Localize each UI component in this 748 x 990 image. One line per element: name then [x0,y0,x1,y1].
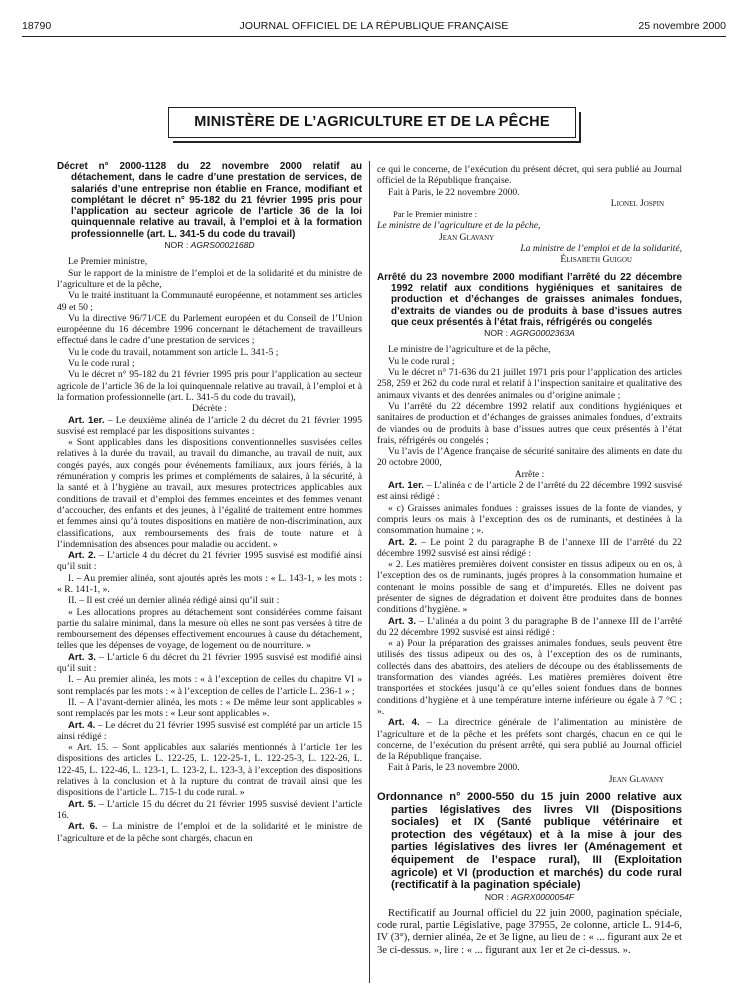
signing-place-date: Fait à Paris, le 22 novembre 2000. [388,186,520,198]
arrete-article-3-quote: « a) Pour la préparation des graisses animales fondues, seuls peuvent être utilisés des tissus adipeux ou des os, à l’exception des os de ruminants, collectés dans des abattoirs, des ateliers de découpe ou des établissements de transformation des viandes agréés. Les matières premières doivent être transportées et stockées jusqu’à ce qu’elles soient fondues dans de bonnes conditions d’hygiène et à une température interne inférieure ou égale à 7 °C ; ». [377,638,682,717]
article-2-point-ii: II. – Il est créé un dernier alinéa rédigé ainsi qu’il suit : [68,595,280,607]
article-4-quote: « Art. 15. – Sont applicables aux salariés mentionnés à l’article 1er les dispositions des articles L. 122-25, L. 122-25-1, L. 122-25-3, L. 122-26, L. 122-45, L. 122-46, L. 123-1, L. 123-2, L. 123-3, à l’exception des dispositions relatives à la conclusion et à la rupture du contrat de travail ainsi que les dispositions de l’article L. 715-1 du code rural. » [57,742,362,799]
left-column [57,161,362,981]
ordonnance-nor: NOR : AGRX0000054F [484,891,575,902]
article-6: Art. 6. – La ministre de l’emploi et de la solidarité et le ministre de l’agriculture et de la pêche sont chargés, chacun en [57,821,362,844]
column-divider [369,161,370,983]
article-3-point-ii: II. – A l’avant-dernier alinéa, les mots : « De même leur sont applicables » sont remplacés par les mots : « Leur sont applicables ». [57,696,362,720]
article-3: Art. 3. – L’article 6 du décret du 21 février 1995 susvisé est modifié ainsi qu’il suit : [57,651,362,675]
article-2: Art. 2. – L’article 4 du décret du 21 février 1995 susvisé est modifié ainsi qu’il suit : [57,550,362,573]
ordonnance-rectificatif: Rectificatif au Journal officiel du 22 juin 2000, pagination spéciale, code rural, partie Législative, page 37955, 2e colonne, article L. 914-6, IV (3°), dernier alinéa, 2e et 3e ligne, au lieu de : « ... figurant aux 2e et 3e ci-dessus. », lire : « ... figurant aux 1er et 2e ci-dessus. ». [377,908,682,956]
decree-paragraph: Vu le décret n° 95-182 du 21 février 1995 pris pour l’application au secteur agricole de l’article 36 de la loi quinquennale relative au travail, à l’emploi et à la formation professionnelle (art. L. 341-5 du code du travail), [57,369,362,403]
ministry-title: MINISTÈRE DE L’AGRICULTURE ET DE LA PÊCHE [194,114,550,130]
arrete-article-1-quote: « c) Graisses animales fondues : graisses issues de la fonte de viandes, y compris leurs os mais à l’exception des os de ruminants, et destinées à la consommation humaine ; ». [377,502,682,537]
issue-date: 25 novembre 2000 [638,20,726,32]
arrete-heading: Arrête : [514,468,545,480]
arrete-paragraph: Vu le décret n° 71-636 du 21 juillet 1971 pris pour l’application des articles 258, 259 et 262 du code rural et relatif à l’inspection sanitaire et qualitative des animaux vivants et des denrées animales ou d’origine animale ; [377,367,682,401]
signatory-role: Le ministre de l’agriculture et de la pêche, [377,220,541,232]
signatory-name: Lionel Jospin [610,197,664,209]
arrete-article-2-quote: « 2. Les matières premières doivent consister en tissus adipeux ou en os, à l’exception des os de ruminants, jugés propres à la consommation humaine et contenant le moins possible de sang et d’impuretés. Elles ne doivent pas présenter de signes de dégradation et doivent être produites dans de bonnes conditions d’hygiène. » [377,559,682,616]
arrete-paragraph: Vu le code rural ; [388,355,455,367]
signatory-name: Jean Glavany [608,773,664,785]
arrete-article-3: Art. 3. – L’alinéa a du point 3 du paragraphe B de l’annexe III de l’arrêté du 22 décembre 1992 susvisé est ainsi rédigé : [377,615,682,638]
article-1: Art. 1er. – Le deuxième alinéa de l’article 2 du décret du 21 février 1995 susvisé est remplacé par les dispositions suivantes : [57,414,362,437]
decree-title: Décret n° 2000-1128 du 22 novembre 2000 relatif au détachement, dans le cadre d’une prestation de services, de salariés d’une entreprise non établie en France, modifiant et complétant le décret n° 95-182 du 21 février 1995 pris pour l’application au secteur agricole de l’article 36 de la loi quinquennale relative au travail, à l’emploi et à la formation professionnelle (art. L. 341-5 du code du travail) [57,161,362,240]
decree-continuation: ce qui le concerne, de l’exécution du présent décret, qui sera publié au Journal officiel de la République française. [377,164,682,187]
article-5: Art. 5. – L’article 15 du décret du 21 février 1995 susvisé devient l’article 16. [57,798,362,821]
arrete-paragraph: Le ministre de l’agriculture et de la pêche, [388,344,551,356]
arrete-article-2: Art. 2. – Le point 2 du paragraphe B de l’annexe III de l’arrêté du 22 décembre 1992 susvisé est ainsi rédigé : [377,536,682,559]
article-4: Art. 4. – Le décret du 21 février 1995 susvisé est complété par un article 15 ainsi rédigé : [57,719,362,742]
article-3-point-i: I. – Au premier alinéa, les mots : « à l’exception de celles du chapitre VI » sont remplacés par les mots : « à l’exception de celles de l’article L. 236-1 » ; [57,674,362,697]
signatory-name: Jean Glavany [439,231,495,243]
right-column [377,164,682,984]
arrete-article-4: Art. 4. – La directrice générale de l’alimentation au ministère de l’agriculture et de la pêche et les préfets sont chargés, chacun en ce qui le concerne, de l’exécution du présent arrêté, qui sera publié au Journal officiel de la République française. [377,717,682,763]
page-number: 18790 [22,20,52,32]
decree-paragraph: Vu la directive 96/71/CE du Parlement européen et du Conseil de l’Union européenne du 16 décembre 1996 concernant le détachement de travailleurs effectué dans le cadre d’une prestation de services ; [57,312,362,347]
ordonnance-title: Ordonnance n° 2000-550 du 15 juin 2000 relative aux parties législatives des livres VII (Dispositions sociales) et IX (Santé publique vétérinaire et protection des végétaux) et à la mise à jour des parties législatives des livres Ier (Aménagement et équipement de l’espace rural), III (Exploitation agricole) et VI (production et marchés) du code rural (rectificatif à la pagination spéciale) [377,791,682,892]
arrete-nor: NOR : AGRG0002363A [484,328,575,339]
arrete-article-1: Art. 1er. – L’alinéa c de l’article 2 de l’arrêté du 22 décembre 1992 susvisé est ainsi rédigé : [377,480,682,503]
decree-paragraph: Vu le traité instituant la Communauté européenne, et notamment ses articles 49 et 50 ; [57,290,362,313]
decrete-heading: Décrète : [192,403,227,415]
decree-nor: NOR : AGRS0002168D [164,240,255,251]
decree-paragraph: Le Premier ministre, [68,256,148,268]
article-1-quote: « Sont applicables dans les dispositions conventionnelles susvisées celles relatives à la durée du travail, au travail du dimanche, au travail de nuit, aux congés payés, aux congés pour événements familiaux, aux jours fériés, à la rémunération y compris les primes et compléments de salaires, à la sécurité, à la santé et à l’hygiène au travail, aux mesures protectrices applicables aux conditions de travail et d’emploi des femmes enceintes et des femmes venant d’accoucher, des enfants et des jeunes, à l’égalité de traitement entre hommes et femmes ainsi qu’à toutes dispositions en matière de non-discrimination, aux classifications, aux remboursements des frais de toute nature et à l’indemnisation des absences pour maladie ou accident. » [57,437,362,550]
ministry-banner [168,107,576,138]
arrete-paragraph: Vu l’arrêté du 22 décembre 1992 relatif aux conditions hygiéniques et sanitaires de production et d’échanges de graisses animales fondues, d’extraits de viandes ou de produits à base d’issues autres que ceux présentés à l’état frais, réfrigérés ou congelés ; [377,400,682,446]
arrete-title: Arrêté du 23 novembre 2000 modifiant l’arrêté du 22 décembre 1992 relatif aux conditions hygiéniques et sanitaires de production et d’échanges de graisses animales fondues, d’extraits de viandes ou de produits à base d’issues autres que ceux présentés à l’état frais, réfrigérés ou congelés [377,271,682,328]
arrete-paragraph: Vu l’avis de l’Agence française de sécurité sanitaire des aliments en date du 20 octobre 2000, [377,446,682,469]
signing-place-date: Fait à Paris, le 23 novembre 2000. [388,762,520,774]
signatory-role: La ministre de l’emploi et de la solidarité, [520,243,682,255]
article-2-point-i: I. – Au premier alinéa, sont ajoutés après les mots : « L. 143-1, » les mots : « R. 141-1, ». [57,572,362,595]
journal-title: JOURNAL OFFICIEL DE LA RÉPUBLIQUE FRANÇAISE [239,20,509,32]
decree-paragraph: Sur le rapport de la ministre de l’emploi et de la solidarité et du ministre de l’agriculture et de la pêche, [57,267,362,290]
signatory-by: Par le Premier ministre : [393,209,478,220]
decree-paragraph: Vu le code du travail, notamment son article L. 341-5 ; [68,346,279,358]
header-rule [22,36,726,37]
decree-paragraph: Vu le code rural ; [68,358,135,370]
article-2-quote: « Les allocations propres au détachement sont considérées comme faisant partie du salaire minimal, dans la mesure où elles ne sont pas versées à titre de remboursement des dépenses effectivement encourues à cause du détachement, telles que les dépenses de voyage, de logement ou de nourriture. » [57,606,362,652]
signatory-name: Élisabeth Guigou [560,254,632,266]
